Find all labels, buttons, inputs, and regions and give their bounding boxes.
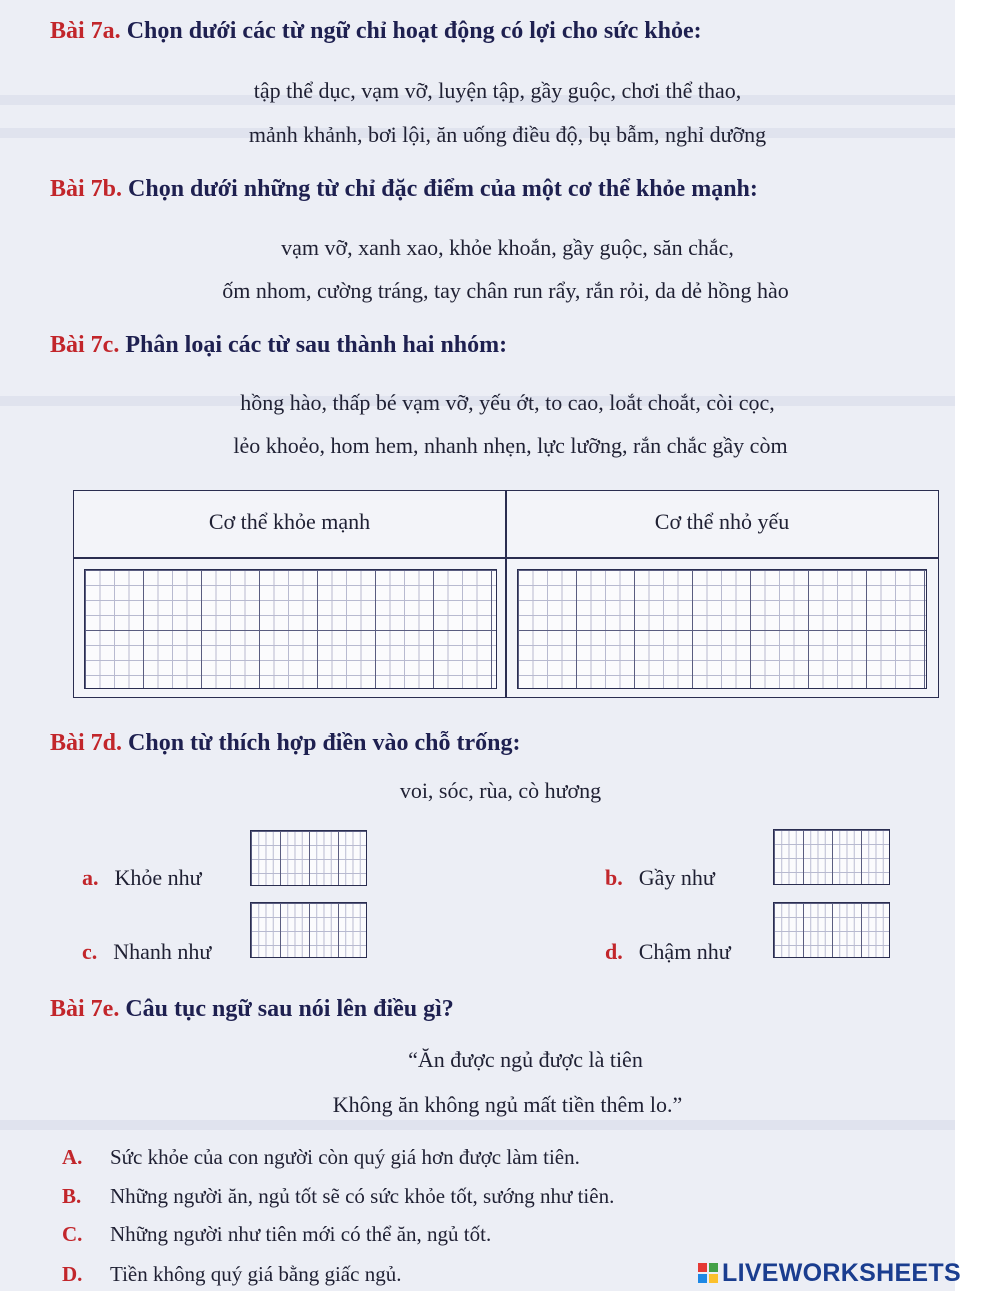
answer-box-b[interactable] [773,829,890,885]
exercise-7b-heading [50,176,758,203]
fill-item-a-letter: a. [82,865,99,890]
exercise-7c-title: Phân loại các từ sau thành hai nhóm: [125,332,508,358]
logo-square-yellow [709,1274,718,1283]
option-d-text: Tiền không quý giá bằng giấc ngủ. [110,1262,402,1286]
scan-band [0,1120,955,1130]
exercise-7b-title: Chọn dưới những từ chỉ đặc điểm của một cơ thể khỏe mạnh: [128,176,758,202]
exercise-7e-heading [50,996,454,1023]
logo-square-blue [698,1274,707,1283]
liveworksheets-logo[interactable] [698,1258,961,1288]
fill-item-d-text: Chậm như [638,939,731,964]
fill-item-b-text: Gầy như [638,865,715,890]
fill-item-d [605,939,731,965]
exercise-7e-number: Bài 7e. [50,996,120,1022]
fill-item-a-text: Khỏe như [114,865,202,890]
fill-item-c-text: Nhanh như [113,939,212,964]
exercise-7b-words-line-2[interactable]: ốm nhom, cường tráng, tay chân run rẩy, rắn rỏi, da dẻ hồng hào [222,278,789,303]
option-d[interactable] [62,1262,401,1287]
exercise-7c-words-line-1[interactable]: hồng hào, thấp bé vạm vỡ, yếu ớt, to cao, loắt choắt, còi cọc, [240,390,775,415]
fill-item-a [82,865,202,891]
proverb-line-1: “Ăn được ngủ được là tiên [408,1047,643,1072]
exercise-7d-title: Chọn từ thích hợp điền vào chỗ trống: [128,730,521,756]
option-c-text: Những người như tiên mới có thể ăn, ngủ tốt. [110,1222,492,1246]
column-header-healthy: Cơ thể khỏe mạnh [208,509,371,534]
exercise-7a-title: Chọn dưới các từ ngữ chỉ hoạt động có lợi cho sức khỏe: [126,18,702,44]
liveworksheets-logo-text: LIVEWORKSHEETS [722,1258,961,1287]
exercise-7b-number: Bài 7b. [50,176,123,202]
answer-grid-healthy[interactable] [84,569,497,689]
fill-item-c-letter: c. [82,939,98,964]
exercise-7c-words-line-2[interactable]: lẻo khoẻo, hom hem, nhanh nhẹn, lực lưỡng, rắn chắc gầy còm [233,433,788,458]
liveworksheets-mark-icon [698,1263,718,1283]
option-a[interactable] [62,1145,580,1170]
exercise-7a-number: Bài 7a. [50,18,121,44]
column-header-weak: Cơ thể nhỏ yếu [654,509,790,534]
fill-item-d-letter: d. [605,939,623,964]
answer-box-d[interactable] [773,902,890,958]
option-c-letter: C. [62,1222,83,1246]
exercise-7e-title: Câu tục ngữ sau nói lên điều gì? [125,996,454,1022]
logo-square-red [698,1263,707,1272]
fill-item-b-letter: b. [605,865,623,890]
exercise-7d-heading [50,730,520,757]
fill-item-b [605,865,715,891]
exercise-7a-heading [50,18,702,45]
exercise-7d-number: Bài 7d. [50,730,123,756]
option-b-letter: B. [62,1184,82,1208]
logo-square-green [709,1263,718,1272]
option-a-text: Sức khỏe của con người còn quý giá hơn được làm tiên. [110,1145,580,1169]
exercise-7c-number: Bài 7c. [50,332,120,358]
answer-box-a[interactable] [250,830,367,886]
table-column-divider [505,491,507,697]
answer-box-c[interactable] [250,902,367,958]
classification-table [73,490,939,698]
exercise-7a-words-line-1[interactable]: tập thể dục, vạm vỡ, luyện tập, gầy guộc, chơi thể thao, [253,78,742,103]
proverb-line-2: Không ăn không ngủ mất tiền thêm lo.” [332,1092,683,1117]
exercise-7d-word-bank: voi, sóc, rùa, cò hương [399,778,602,803]
option-b-text: Những người ăn, ngủ tốt sẽ có sức khỏe tốt, sướng như tiên. [110,1184,615,1208]
option-d-letter: D. [62,1262,83,1286]
answer-grid-weak[interactable] [517,569,927,689]
option-a-letter: A. [62,1145,83,1169]
exercise-7a-words-line-2[interactable]: mảnh khảnh, bơi lội, ăn uống điều độ, bụ bẫm, nghỉ dưỡng [248,122,767,147]
exercise-7b-words-line-1[interactable]: vạm vỡ, xanh xao, khỏe khoắn, gầy guộc, săn chắc, [281,235,734,260]
fill-item-c [82,939,211,965]
option-b[interactable] [62,1184,614,1209]
option-c[interactable] [62,1222,491,1247]
exercise-7c-heading [50,332,507,359]
table-header-divider [74,557,938,559]
